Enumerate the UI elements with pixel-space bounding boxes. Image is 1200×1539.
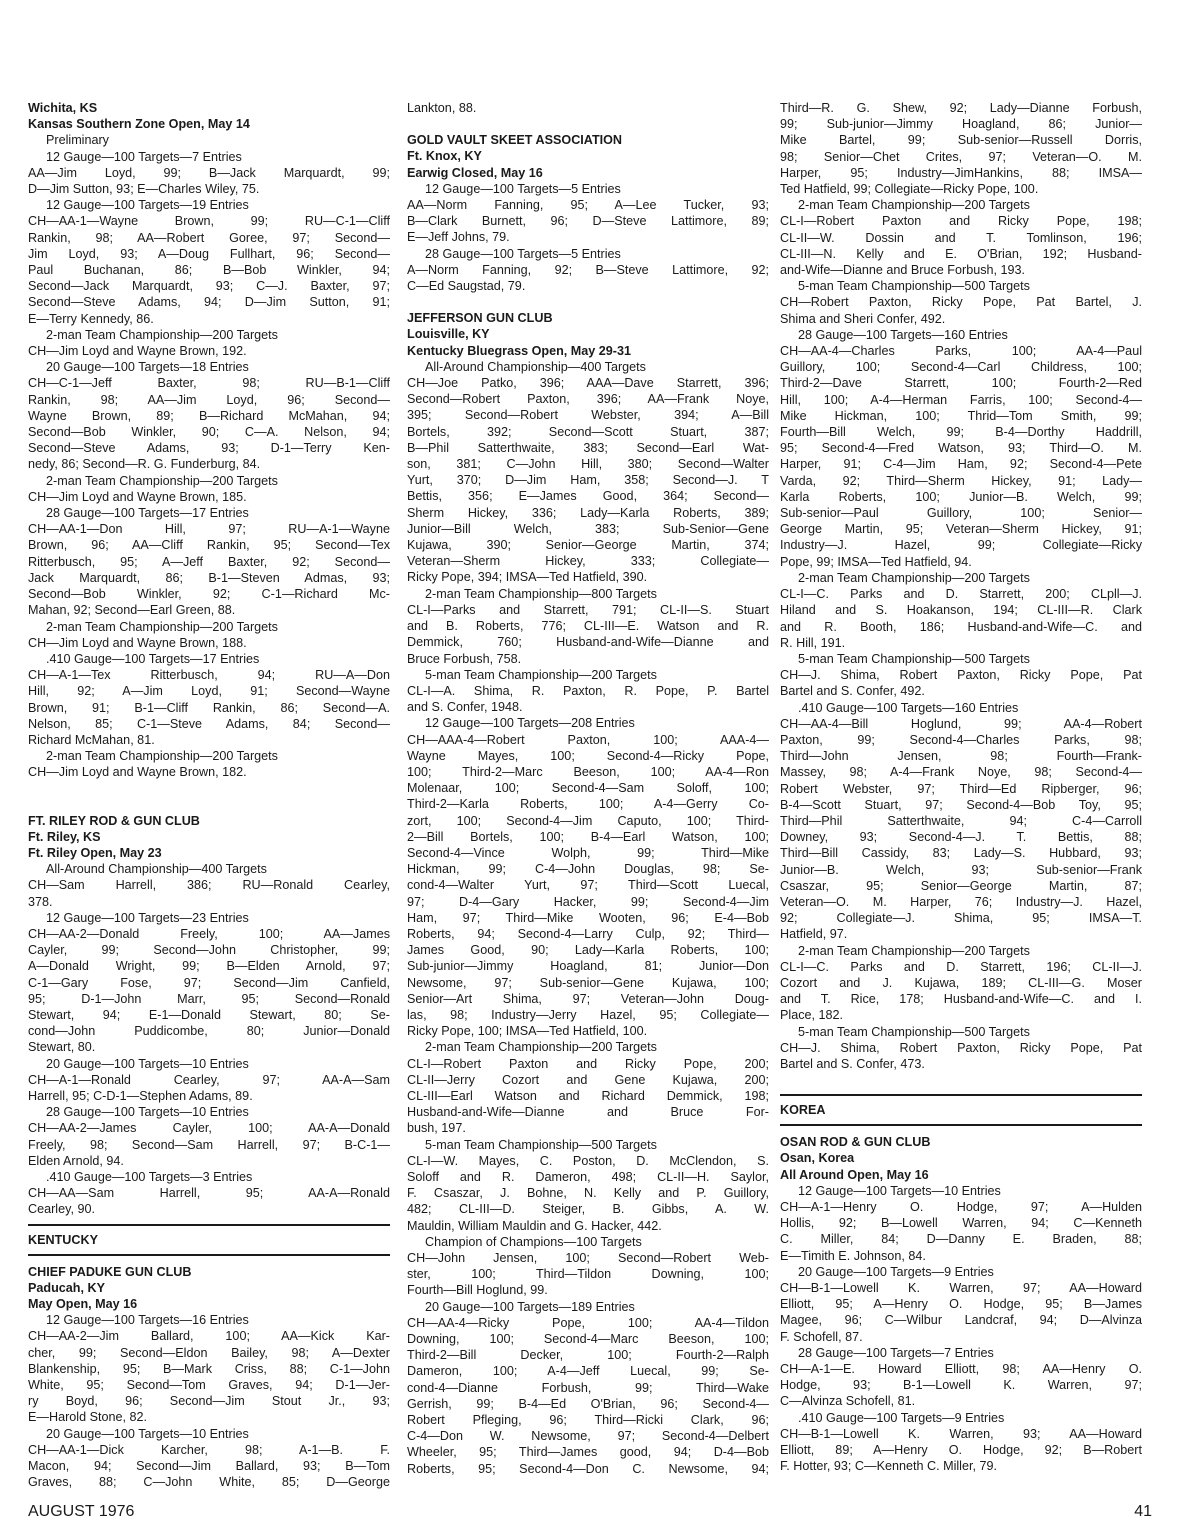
result-line: Massey, 98; A-4—Frank Noye, 98; Second-4—	[780, 765, 1142, 780]
heading-line: Ft. Riley, KS	[28, 829, 101, 844]
event-line: .410 Gauge—100 Targets—3 Entries	[46, 1170, 253, 1184]
event-line: 12 Gauge—100 Targets—7 Entries	[46, 149, 242, 164]
result-line: R. Hill, 191.	[780, 635, 846, 650]
result-line: E—Terry Kennedy, 86.	[28, 311, 154, 326]
event-line: 12 Gauge—100 Targets—19 Entries	[46, 198, 249, 213]
result-line: CL-I—C. Parks and D. Starrett, 196; CL-II—J.	[780, 959, 1142, 974]
result-line: 95; Second-4—Fred Watson, 93; Third—O. M.	[780, 441, 1142, 456]
result-line: Third—R. G. Shew, 92; Lady—Dianne Forbush,	[780, 101, 1142, 115]
result-line: CL-I—Robert Paxton and Ricky Pope, 200;	[407, 1056, 769, 1071]
result-line: Hatfield, 97.	[780, 927, 848, 942]
result-line: Hollis, 92; B—Lowell Warren, 94; C—Kenneth	[780, 1216, 1142, 1231]
result-line: CH—B-1—Lowell K. Warren, 97; AA—Howard	[780, 1281, 1142, 1296]
result-line: Lankton, 88.	[407, 101, 477, 115]
event-line: 2-man Team Championship—200 Targets	[46, 749, 278, 764]
result-line: CL-III—Earl Watson and Richard Demmick, 198;	[407, 1088, 769, 1103]
result-line: Yurt, 370; D—Jim Ham, 358; Second—J. T	[407, 473, 769, 488]
event-line: 28 Gauge—100 Targets—10 Entries	[46, 1105, 249, 1120]
result-line: D—Jim Sutton, 93; E—Charles Wiley, 75.	[28, 182, 260, 197]
result-line: Kujawa, 390; Senior—George Martin, 374;	[407, 538, 769, 553]
result-line: CH—John Jensen, 100; Second—Robert Web-	[407, 1251, 769, 1266]
result-line: CL-III—N. Kelly and E. O'Brian, 192; Husband-	[780, 246, 1142, 261]
result-line: Guillory, 100; Second-4—Carl Childress, 100;	[780, 360, 1142, 375]
result-line: Karla Roberts, 100; Junior—B. Welch, 99;	[780, 489, 1142, 504]
result-line: nedy, 86; Second—R. G. Funderburg, 84.	[28, 457, 261, 472]
section-heading: KENTUCKY	[28, 1232, 390, 1256]
column-left	[28, 100, 390, 1490]
event-line: 2-man Team Championship—200 Targets	[798, 943, 1030, 958]
event-line: 2-man Team Championship—200 Targets	[46, 473, 278, 488]
spacer	[407, 116, 769, 132]
result-line: 95; D-1—John Marr, 95; Second—Ronald	[28, 991, 390, 1006]
result-line: CH—AA-2—James Cayler, 100; AA-A—Donald	[28, 1121, 390, 1136]
result-line: Freely, 98; Second—Sam Harrell, 97; B-C-1—	[28, 1137, 390, 1152]
column-middle	[407, 100, 769, 1477]
result-line: 98; Senior—Chet Crites, 97; Veteran—O. M.	[780, 149, 1142, 164]
result-line: and B. Roberts, 776; CL-III—E. Watson and R.	[407, 619, 769, 634]
result-line: CH—AA-2—Jim Ballard, 100; AA—Kick Kar-	[28, 1329, 390, 1344]
result-line: Ricky Pope, 100; IMSA—Ted Hatfield, 100.	[407, 1024, 648, 1039]
result-line: Graves, 88; C—John White, 85; D—George	[28, 1475, 390, 1490]
event-line: 5-man Team Championship—500 Targets	[798, 1024, 1030, 1039]
result-line: Brown, 91; B-1—Cliff Rankin, 86; Second—A.	[28, 700, 390, 715]
result-line: Pope, 99; IMSA—Ted Hatfield, 94.	[780, 554, 972, 569]
result-line: Bettis, 356; E—James Good, 364; Second—	[407, 489, 769, 504]
event-line: 28 Gauge—100 Targets—17 Entries	[46, 506, 249, 521]
result-line: Hill, 92; A—Jim Loyd, 91; Second—Wayne	[28, 684, 390, 699]
result-line: CH—AAA-4—Robert Paxton, 100; AAA-4—	[407, 732, 769, 747]
result-line: Csaszar, 95; Senior—George Martin, 87;	[780, 878, 1142, 893]
event-line: 2-man Team Championship—200 Targets	[425, 1040, 657, 1055]
result-line: CH—J. Shima, Robert Paxton, Ricky Pope, Pat	[780, 1040, 1142, 1055]
heading-line: Kentucky Bluegrass Open, May 29-31	[407, 343, 631, 358]
result-line: Stewart, 94; E-1—Donald Stewart, 80; Se-	[28, 1007, 390, 1022]
result-line: cond—John Puddicombe, 80; Junior—Donald	[28, 1024, 390, 1039]
result-line: and S. Confer, 1948.	[407, 700, 523, 715]
result-line: CL-I—Parks and Starrett, 791; CL-II—S. Stuart	[407, 602, 769, 617]
result-line: AA—Jim Loyd, 99; B—Jack Marquardt, 99;	[28, 165, 390, 180]
event-line: .410 Gauge—100 Targets—17 Entries	[46, 651, 260, 666]
event-line: .410 Gauge—100 Targets—160 Entries	[798, 700, 1019, 715]
event-line: 12 Gauge—100 Targets—16 Entries	[46, 1313, 249, 1328]
result-line: Richard McMahan, 81.	[28, 732, 155, 747]
result-line: Ted Hatfield, 99; Collegiate—Ricky Pope, 100.	[780, 182, 1039, 197]
result-line: Paul Buchanan, 86; B—Bob Winkler, 94;	[28, 263, 390, 278]
result-line: Cearley, 90.	[28, 1202, 95, 1217]
result-line: Soloff and R. Dameron, 498; CL-II—H. Saylor,	[407, 1170, 769, 1184]
result-line: Second—Steve Adams, 93; D-1—Terry Ken-	[28, 441, 390, 456]
event-line: 2-man Team Championship—200 Targets	[46, 619, 278, 634]
event-line: 20 Gauge—100 Targets—189 Entries	[425, 1299, 635, 1314]
result-line: CH—C-1—Jeff Baxter, 98; RU—B-1—Cliff	[28, 376, 390, 391]
result-line: F. Csaszar, J. Bohne, N. Kelly and P. Guillory,	[407, 1186, 769, 1201]
result-line: Brown, 96; AA—Cliff Rankin, 95; Second—Tex	[28, 538, 390, 553]
result-line: A—Donald Wright, 99; B—Elden Arnold, 97;	[28, 959, 390, 974]
result-line: CL-I—C. Parks and D. Starrett, 200; CLpll—J.	[780, 587, 1142, 602]
divider	[28, 1224, 390, 1226]
result-line: Senior—Art Shima, 97; Veteran—John Doug-	[407, 991, 769, 1006]
event-line: 12 Gauge—100 Targets—10 Entries	[798, 1183, 1001, 1198]
result-line: A—Norm Fanning, 92; B—Steve Lattimore, 92;	[407, 262, 769, 277]
result-line: son, 381; C—John Hill, 380; Second—Walter	[407, 457, 769, 472]
result-line: Harper, 95; Industry—JimHankins, 88; IMSA—	[780, 165, 1142, 180]
heading-line: Ft. Riley Open, May 23	[28, 845, 162, 860]
result-line: CH—Sam Harrell, 386; RU—Ronald Cearley,	[28, 878, 390, 893]
event-line: 20 Gauge—100 Targets—9 Entries	[798, 1264, 994, 1279]
event-line: 12 Gauge—100 Targets—23 Entries	[46, 910, 249, 925]
event-line: 5-man Team Championship—500 Targets	[798, 279, 1030, 294]
heading-line: JEFFERSON GUN CLUB	[407, 311, 553, 326]
event-line: 20 Gauge—100 Targets—18 Entries	[46, 360, 249, 375]
result-line: Demmick, 760; Husband-and-Wife—Dianne and	[407, 635, 769, 650]
result-line: Bartel and S. Confer, 473.	[780, 1056, 925, 1071]
result-line: Second-4—Vince Wolph, 99; Third—Mike	[407, 845, 769, 860]
result-line: Stewart, 80.	[28, 1040, 96, 1055]
result-line: Third-2—Bill Decker, 100; Fourth-2—Ralph	[407, 1348, 769, 1363]
result-line: CH—A-1—E. Howard Elliott, 98; AA—Henry O.	[780, 1362, 1142, 1377]
result-line: Fourth—Bill Welch, 99; B-4—Dorthy Haddrill,	[780, 425, 1142, 440]
result-line: CH—AA-4—Charles Parks, 100; AA-4—Paul	[780, 344, 1142, 359]
event-line: Preliminary	[46, 133, 109, 148]
heading-line: Osan, Korea	[780, 1151, 855, 1166]
event-line: 2-man Team Championship—800 Targets	[425, 586, 657, 601]
result-line: CH—AA-4—Ricky Pope, 100; AA-4—Tildon	[407, 1315, 769, 1330]
result-line: Second—Robert Paxton, 396; AA—Frank Noye,	[407, 392, 769, 407]
divider	[780, 1094, 1142, 1096]
result-line: Sub-senior—Paul Guillory, 100; Senior—	[780, 506, 1142, 521]
heading-line: GOLD VAULT SKEET ASSOCIATION	[407, 133, 623, 148]
result-line: Sherm Hickey, 336; Lady—Karla Roberts, 389;	[407, 505, 769, 520]
result-line: Husband-and-Wife—Dianne and Bruce For-	[407, 1105, 769, 1120]
result-line: CH—Jim Loyd and Wayne Brown, 188.	[28, 635, 247, 650]
result-line: 97; D-4—Gary Hacker, 99; Second-4—Jim	[407, 894, 769, 909]
result-line: Jack Marquardt, 86; B-1—Steven Admas, 93;	[28, 570, 390, 585]
event-line: 2-man Team Championship—200 Targets	[798, 198, 1030, 213]
result-line: Macon, 94; Second—Jim Ballard, 93; B—Tom	[28, 1459, 390, 1474]
result-line: F. Schofell, 87.	[780, 1329, 863, 1344]
result-line: Wayne Brown, 89; B—Richard McMahan, 94;	[28, 408, 390, 423]
result-line: Cozort and J. Kujawa, 189; CL-III—G. Moser	[780, 975, 1142, 990]
result-line: Molenaar, 100; Second-4—Sam Soloff, 100;	[407, 781, 769, 796]
result-line: Third—Bill Cassidy, 83; Lady—S. Hubbard, 93;	[780, 846, 1142, 861]
spacer	[407, 294, 769, 310]
result-line: Third-2—Karla Roberts, 100; A-4—Gerry Co-	[407, 797, 769, 812]
result-line: Hickman, 99; C-4—John Douglas, 98; Se-	[407, 862, 769, 877]
result-line: Ritterbusch, 95; A—Jeff Baxter, 92; Second—	[28, 554, 390, 569]
spacer	[28, 797, 390, 813]
result-line: Bartel and S. Confer, 492.	[780, 684, 925, 699]
result-line: Second—Bob Winkler, 92; C-1—Richard Mc-	[28, 587, 390, 602]
heading-line: Louisville, KY	[407, 327, 490, 342]
result-line: E—Timith E. Johnson, 84.	[780, 1248, 926, 1263]
result-line: Nelson, 85; C-1—Steve Adams, 84; Second—	[28, 716, 390, 731]
result-line: Junior—B. Welch, 93; Sub-senior—Frank	[780, 862, 1142, 877]
result-line: CH—B-1—Lowell K. Warren, 93; AA—Howard	[780, 1426, 1142, 1441]
result-line: CH—AA-1—Don Hill, 97; RU—A-1—Wayne	[28, 522, 390, 537]
heading-line: May Open, May 16	[28, 1297, 138, 1312]
result-line: and-Wife—Dianne and Bruce Forbush, 193.	[780, 263, 1026, 278]
result-line: E—Jeff Johns, 79.	[407, 230, 510, 245]
issue-date: AUGUST 1976	[28, 1503, 135, 1520]
result-line: Fourth—Bill Hoglund, 99.	[407, 1283, 548, 1298]
event-line: 5-man Team Championship—200 Targets	[425, 667, 657, 682]
result-line: CH—Joe Patko, 396; AAA—Dave Starrett, 396;	[407, 376, 769, 391]
result-line: 378.	[28, 894, 53, 909]
result-line: CH—AA-1—Dick Karcher, 98; A-1—B. F.	[28, 1442, 390, 1457]
heading-line: Paducah, KY	[28, 1280, 105, 1295]
result-line: Wheeler, 95; Third—James good, 94; D-4—Bob	[407, 1445, 769, 1460]
result-line: Ricky Pope, 394; IMSA—Ted Hatfield, 390.	[407, 570, 648, 585]
heading-line: Earwig Closed, May 16	[407, 165, 543, 180]
result-line: Roberts, 94; Second-4—Larry Culp, 92; Third—	[407, 926, 769, 941]
result-line: Hiland and S. Hoakanson, 194; CL-III—R. Clark	[780, 603, 1142, 618]
heading-line: FT. RILEY ROD & GUN CLUB	[28, 813, 200, 828]
heading-line: Ft. Knox, KY	[407, 149, 482, 164]
result-line: Mike Bartel, 99; Sub-senior—Russell Dorris,	[780, 133, 1142, 148]
result-line: E—Harold Stone, 82.	[28, 1410, 148, 1425]
result-line: Third-2—Dave Starrett, 100; Fourth-2—Red	[780, 376, 1142, 391]
result-line: Robert Webster, 97; Third—Ed Ripberger, 96;	[780, 781, 1142, 796]
result-line: and T. Rice, 178; Husband-and-Wife—C. and I.	[780, 992, 1142, 1007]
result-line: Junior—Bill Welch, 383; Sub-Senior—Gene	[407, 521, 769, 536]
event-line: 28 Gauge—100 Targets—7 Entries	[798, 1345, 994, 1360]
result-line: Hill, 100; A-4—Herman Farris, 100; Second-4—	[780, 392, 1142, 407]
result-line: CH—A-1—Ronald Cearley, 97; AA-A—Sam	[28, 1072, 390, 1087]
result-line: Veteran—Sherm Hickey, 333; Collegiate—	[407, 554, 769, 569]
result-line: CH—Jim Loyd and Wayne Brown, 185.	[28, 489, 247, 504]
result-line: Harper, 91; C-4—Jim Ham, 92; Second-4—Pete	[780, 457, 1142, 472]
result-line: AA—Norm Fanning, 95; A—Lee Tucker, 93;	[407, 198, 769, 213]
result-line: Industry—J. Hazel, 99; Collegiate—Ricky	[780, 538, 1142, 553]
result-line: Wayne Mayes, 100; Second-4—Ricky Pope,	[407, 748, 769, 763]
result-line: CH—Jim Loyd and Wayne Brown, 182.	[28, 765, 247, 780]
result-line: C-4—Don W. Newsome, 97; Second-4—Delbert	[407, 1429, 769, 1444]
result-line: Third—John Jensen, 98; Fourth—Frank-	[780, 749, 1142, 764]
result-line: cond-4—Walter Yurt, 97; Third—Scott Luecal,	[407, 878, 769, 893]
result-line: CL-II—Jerry Cozort and Gene Kujawa, 200;	[407, 1072, 769, 1087]
result-line: B—Phil Satterthwaite, 383; Second—Earl Wat-	[407, 440, 769, 455]
event-line: 28 Gauge—100 Targets—160 Entries	[798, 327, 1008, 342]
event-line: All-Around Championship—400 Targets	[46, 862, 267, 877]
event-line: 2-man Team Championship—200 Targets	[798, 570, 1030, 585]
result-line: CL-I—Robert Paxton and Ricky Pope, 198;	[780, 214, 1142, 229]
result-line: White, 95; Second—Tom Graves, 94; D-1—Jer-	[28, 1378, 390, 1393]
event-line: Champion of Champions—100 Targets	[425, 1234, 642, 1249]
result-line: and R. Booth, 186; Husband-and-Wife—C. and	[780, 619, 1142, 634]
result-line: 100; Third-2—Marc Beeson, 100; AA-4—Ron	[407, 764, 769, 779]
heading-line: OSAN ROD & GUN CLUB	[780, 1135, 931, 1150]
result-line: Third—Phil Satterthwaite, 94; C-4—Carroll	[780, 813, 1142, 828]
spacer	[780, 1072, 1142, 1088]
spacer	[28, 781, 390, 797]
result-line: Bruce Forbush, 758.	[407, 651, 522, 666]
result-line: 395; Second—Robert Webster, 394; A—Bill	[407, 408, 769, 423]
result-line: C—Alvinza Schofell, 81.	[780, 1394, 916, 1409]
result-line: cond-4—Dianne Forbush, 99; Third—Wake	[407, 1380, 769, 1395]
result-line: cher, 99; Second—Eldon Bailey, 98; A—Dexter	[28, 1345, 390, 1360]
event-line: 20 Gauge—100 Targets—10 Entries	[46, 1056, 249, 1071]
result-line: Robert Pfleging, 96; Third—Ricki Clark, 96;	[407, 1413, 769, 1428]
heading-line: All Around Open, May 16	[780, 1167, 929, 1182]
heading-line: CHIEF PADUKE GUN CLUB	[28, 1264, 192, 1279]
event-line: 20 Gauge—100 Targets—10 Entries	[46, 1426, 249, 1441]
result-line: CL-I—W. Mayes, C. Poston, D. McClendon, S.	[407, 1153, 769, 1168]
result-line: zort, 100; Second-4—Jim Caputo, 100; Third-	[407, 813, 769, 828]
page-number: 41	[1134, 1503, 1152, 1520]
result-line: Elliott, 95; A—Henry O. Hodge, 95; B—James	[780, 1297, 1142, 1312]
result-line: Second—Bob Winkler, 90; C—A. Nelson, 94;	[28, 425, 390, 440]
result-line: Place, 182.	[780, 1008, 844, 1023]
result-line: C. Miller, 84; D—Danny E. Braden, 88;	[780, 1232, 1142, 1247]
result-line: Varda, 92; Third—Sherm Hickey, 91; Lady—	[780, 473, 1142, 488]
result-line: CH—A-1—Henry O. Hodge, 97; A—Hulden	[780, 1200, 1142, 1214]
result-line: Downey, 93; Second-4—J. T. Bettis, 88;	[780, 830, 1142, 845]
result-line: CH—Jim Loyd and Wayne Brown, 192.	[28, 344, 247, 359]
result-line: bush, 197.	[407, 1121, 466, 1136]
result-line: Dameron, 100; A-4—Jeff Luecal, 99; Se-	[407, 1364, 769, 1379]
result-line: C-1—Gary Fose, 97; Second—Jim Canfield,	[28, 975, 390, 990]
result-line: CL-II—W. Dossin and T. Tomlinson, 196;	[780, 230, 1142, 245]
event-line: 2-man Team Championship—200 Targets	[46, 327, 278, 342]
result-line: Ham, 97; Third—Mike Wooten, 96; E-4—Bob	[407, 910, 769, 925]
result-line: las, 98; Industry—Jerry Hazel, 95; Collegiate—	[407, 1007, 769, 1022]
result-line: James Good, 90; Lady—Karla Roberts, 100;	[407, 943, 769, 958]
result-line: Veteran—O. M. Harper, 76; Industry—J. Hazel,	[780, 894, 1142, 909]
result-line: B-4—Scott Stuart, 97; Second-4—Bob Toy, 95;	[780, 797, 1142, 812]
event-line: 12 Gauge—100 Targets—5 Entries	[425, 181, 621, 196]
result-line: CH—AA-4—Bill Hoglund, 99; AA-4—Robert	[780, 716, 1142, 731]
result-line: 92; Collegiate—J. Shima, 95; IMSA—T.	[780, 911, 1142, 926]
result-line: Cayler, 99; Second—John Christopher, 99;	[28, 943, 390, 958]
result-line: CH—AA—Sam Harrell, 95; AA-A—Ronald	[28, 1186, 390, 1201]
result-line: F. Hotter, 93; C—Kenneth C. Miller, 79.	[780, 1459, 997, 1474]
column-right	[780, 100, 1142, 1474]
result-line: ry Boyd, 96; Second—Jim Stout Jr., 93;	[28, 1394, 390, 1409]
result-line: Bortels, 392; Second—Scott Stuart, 387;	[407, 424, 769, 439]
result-line: Rankin, 98; AA—Jim Loyd, 96; Second—	[28, 392, 390, 407]
result-line: Downing, 100; Second-4—Marc Beeson, 100;	[407, 1332, 769, 1347]
result-line: CH—A-1—Tex Ritterbusch, 94; RU—A—Don	[28, 668, 390, 683]
result-line: Second—Steve Adams, 94; D—Jim Sutton, 91;	[28, 295, 390, 310]
event-line: 12 Gauge—100 Targets—208 Entries	[425, 716, 635, 731]
result-line: Newsome, 97; Sub-senior—Gene Kujawa, 100;	[407, 975, 769, 990]
result-line: George Martin, 95; Veteran—Sherm Hickey, 91;	[780, 522, 1142, 537]
result-line: Shima and Sheri Confer, 492.	[780, 311, 946, 326]
result-line: ster, 100; Third—Tildon Downing, 100;	[407, 1267, 769, 1282]
result-line: Elliott, 89; A—Henry O. Hodge, 92; B—Robert	[780, 1443, 1142, 1458]
result-line: C—Ed Saugstad, 79.	[407, 279, 526, 294]
result-line: Sub-junior—Jimmy Hoagland, 81; Junior—Don	[407, 959, 769, 974]
result-line: Mauldin, William Mauldin and G. Hacker, 442.	[407, 1218, 662, 1233]
result-line: 2—Bill Bortels, 100; B-4—Earl Watson, 100;	[407, 829, 769, 844]
event-line: All-Around Championship—400 Targets	[425, 359, 646, 374]
result-line: Elden Arnold, 94.	[28, 1153, 124, 1168]
result-line: Paxton, 99; Second-4—Charles Parks, 98;	[780, 732, 1142, 747]
result-line: Hodge, 93; B-1—Lowell K. Warren, 97;	[780, 1378, 1142, 1393]
result-line: 482; CL-III—D. Steiger, B. Gibbs, A. W.	[407, 1202, 769, 1217]
result-line: B—Clark Burnett, 96; D—Steve Lattimore, 89;	[407, 214, 769, 229]
result-line: Mike Hickman, 100; Thrid—Tom Smith, 99;	[780, 408, 1142, 423]
result-line: Roberts, 95; Second-4—Don C. Newsome, 94;	[407, 1461, 769, 1476]
result-line: Harrell, 95; C-D-1—Stephen Adams, 89.	[28, 1088, 253, 1103]
event-line: .410 Gauge—100 Targets—9 Entries	[798, 1410, 1005, 1425]
result-line: Gerrish, 99; B-4—Ed O'Brian, 96; Second-4—	[407, 1396, 769, 1411]
result-line: Rankin, 98; AA—Robert Goree, 97; Second—	[28, 230, 390, 245]
event-line: 28 Gauge—100 Targets—5 Entries	[425, 246, 621, 261]
result-line: CL-I—A. Shima, R. Paxton, R. Pope, P. Bartel	[407, 683, 769, 698]
section-heading: KOREA	[780, 1102, 1142, 1126]
heading-line: Wichita, KS	[28, 101, 98, 115]
result-line: Blankenship, 95; B—Mark Criss, 88; C-1—John	[28, 1361, 390, 1376]
result-line: Magee, 96; C—Wilbur Landcraf, 94; D—Alvinza	[780, 1313, 1142, 1328]
event-line: 5-man Team Championship—500 Targets	[798, 651, 1030, 666]
result-line: Mahan, 92; Second—Earl Green, 88.	[28, 603, 236, 618]
result-line: 99; Sub-junior—Jimmy Hoagland, 86; Junior—	[780, 117, 1142, 132]
result-line: Second—Jack Marquardt, 93; C—J. Baxter, 97;	[28, 279, 390, 294]
heading-line: Kansas Southern Zone Open, May 14	[28, 117, 250, 132]
result-line: Jim Loyd, 93; A—Doug Fullhart, 96; Second—	[28, 246, 390, 261]
result-line: CH—Robert Paxton, Ricky Pope, Pat Bartel, J.	[780, 295, 1142, 310]
event-line: 5-man Team Championship—500 Targets	[425, 1137, 657, 1152]
result-line: CH—AA-1—Wayne Brown, 99; RU—C-1—Cliff	[28, 214, 390, 229]
result-line: CH—AA-2—Donald Freely, 100; AA—James	[28, 926, 390, 941]
result-line: CH—J. Shima, Robert Paxton, Ricky Pope, Pat	[780, 668, 1142, 683]
